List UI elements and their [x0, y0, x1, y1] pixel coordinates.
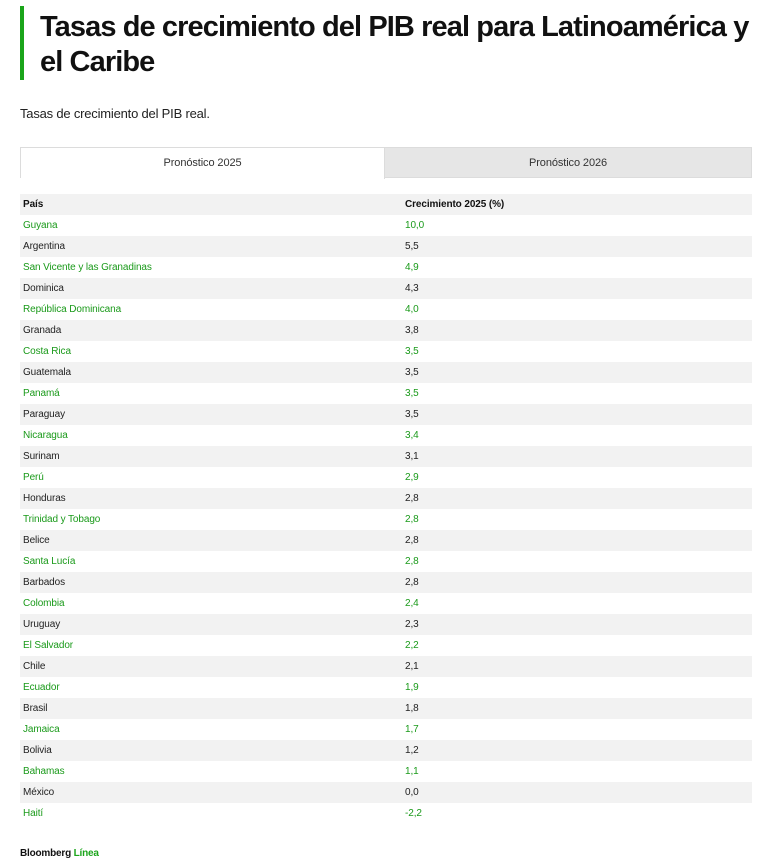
country-cell: Bahamas	[20, 761, 402, 782]
page-subtitle: Tasas de crecimiento del PIB real.	[20, 106, 210, 121]
table-row	[20, 446, 752, 467]
growth-value-cell: 3,1	[402, 446, 752, 467]
growth-value-cell: 3,8	[402, 320, 752, 341]
growth-value-cell: 1,1	[402, 761, 752, 782]
page-title: Tasas de crecimiento del PIB real para Latinoamérica y el Caribe	[40, 11, 749, 78]
growth-value-cell: 4,9	[402, 257, 752, 278]
country-cell: República Dominicana	[20, 299, 402, 320]
growth-table	[20, 194, 752, 824]
tab-forecast-2025[interactable]: Pronóstico 2025	[21, 148, 385, 179]
country-cell: Panamá	[20, 383, 402, 404]
table-row	[20, 488, 752, 509]
growth-value-cell: 3,4	[402, 425, 752, 446]
growth-value-cell: 1,7	[402, 719, 752, 740]
table-row	[20, 782, 752, 803]
country-cell: Belice	[20, 530, 402, 551]
forecast-tabs	[20, 147, 752, 178]
country-cell: Granada	[20, 320, 402, 341]
growth-value-cell: 2,8	[402, 551, 752, 572]
growth-value-cell: 2,9	[402, 467, 752, 488]
growth-value-cell: 2,8	[402, 530, 752, 551]
table-row	[20, 278, 752, 299]
country-cell: Paraguay	[20, 404, 402, 425]
brand-logo	[20, 848, 99, 859]
growth-value-cell: 4,3	[402, 278, 752, 299]
country-cell: Argentina	[20, 236, 402, 257]
table-row	[20, 341, 752, 362]
table-row	[20, 236, 752, 257]
country-cell: Nicaragua	[20, 425, 402, 446]
table-row	[20, 551, 752, 572]
growth-value-cell: 0,0	[402, 782, 752, 803]
column-header-growth[interactable]: Crecimiento 2025 (%)	[402, 194, 752, 215]
growth-value-cell: 2,3	[402, 614, 752, 635]
table-row	[20, 803, 752, 824]
growth-value-cell: 1,8	[402, 698, 752, 719]
country-cell: Haití	[20, 803, 402, 824]
growth-value-cell: 2,1	[402, 656, 752, 677]
table-row	[20, 719, 752, 740]
table-row	[20, 530, 752, 551]
country-cell: Honduras	[20, 488, 402, 509]
table-row	[20, 257, 752, 278]
country-cell: Jamaica	[20, 719, 402, 740]
growth-value-cell: -2,2	[402, 803, 752, 824]
title-accent-bar	[20, 6, 24, 80]
country-cell: Dominica	[20, 278, 402, 299]
country-cell: Ecuador	[20, 677, 402, 698]
table-row	[20, 698, 752, 719]
country-cell: Barbados	[20, 572, 402, 593]
growth-value-cell: 3,5	[402, 341, 752, 362]
growth-value-cell: 2,2	[402, 635, 752, 656]
table-row	[20, 614, 752, 635]
growth-value-cell: 1,2	[402, 740, 752, 761]
country-cell: Trinidad y Tobago	[20, 509, 402, 530]
growth-value-cell: 2,4	[402, 593, 752, 614]
table-body	[20, 215, 752, 824]
growth-value-cell: 4,0	[402, 299, 752, 320]
table-row	[20, 656, 752, 677]
growth-value-cell: 3,5	[402, 404, 752, 425]
table-row	[20, 320, 752, 341]
table-row	[20, 677, 752, 698]
country-cell: San Vicente y las Granadinas	[20, 257, 402, 278]
table-header-row	[20, 194, 752, 215]
country-cell: Colombia	[20, 593, 402, 614]
growth-value-cell: 1,9	[402, 677, 752, 698]
table-row	[20, 740, 752, 761]
table-row	[20, 467, 752, 488]
country-cell: El Salvador	[20, 635, 402, 656]
title-block	[20, 6, 750, 80]
growth-value-cell: 3,5	[402, 383, 752, 404]
country-cell: Brasil	[20, 698, 402, 719]
tab-forecast-2026[interactable]: Pronóstico 2026	[385, 148, 751, 177]
country-cell: Chile	[20, 656, 402, 677]
brand-accent: Línea	[73, 848, 99, 859]
table-row	[20, 572, 752, 593]
country-cell: Perú	[20, 467, 402, 488]
table-row	[20, 383, 752, 404]
growth-value-cell: 2,8	[402, 488, 752, 509]
table-row	[20, 362, 752, 383]
country-cell: Costa Rica	[20, 341, 402, 362]
country-cell: Guatemala	[20, 362, 402, 383]
table-row	[20, 404, 752, 425]
table-row	[20, 635, 752, 656]
table-row	[20, 299, 752, 320]
country-cell: Santa Lucía	[20, 551, 402, 572]
table-row	[20, 215, 752, 236]
growth-value-cell: 5,5	[402, 236, 752, 257]
country-cell: Surinam	[20, 446, 402, 467]
table-row	[20, 509, 752, 530]
country-cell: Guyana	[20, 215, 402, 236]
country-cell: México	[20, 782, 402, 803]
table-row	[20, 761, 752, 782]
country-cell: Uruguay	[20, 614, 402, 635]
brand-name: Bloomberg	[20, 848, 71, 859]
column-header-country[interactable]: País	[20, 194, 402, 215]
country-cell: Bolivia	[20, 740, 402, 761]
table-row	[20, 425, 752, 446]
table-row	[20, 593, 752, 614]
growth-value-cell: 2,8	[402, 572, 752, 593]
growth-value-cell: 10,0	[402, 215, 752, 236]
growth-value-cell: 3,5	[402, 362, 752, 383]
growth-value-cell: 2,8	[402, 509, 752, 530]
